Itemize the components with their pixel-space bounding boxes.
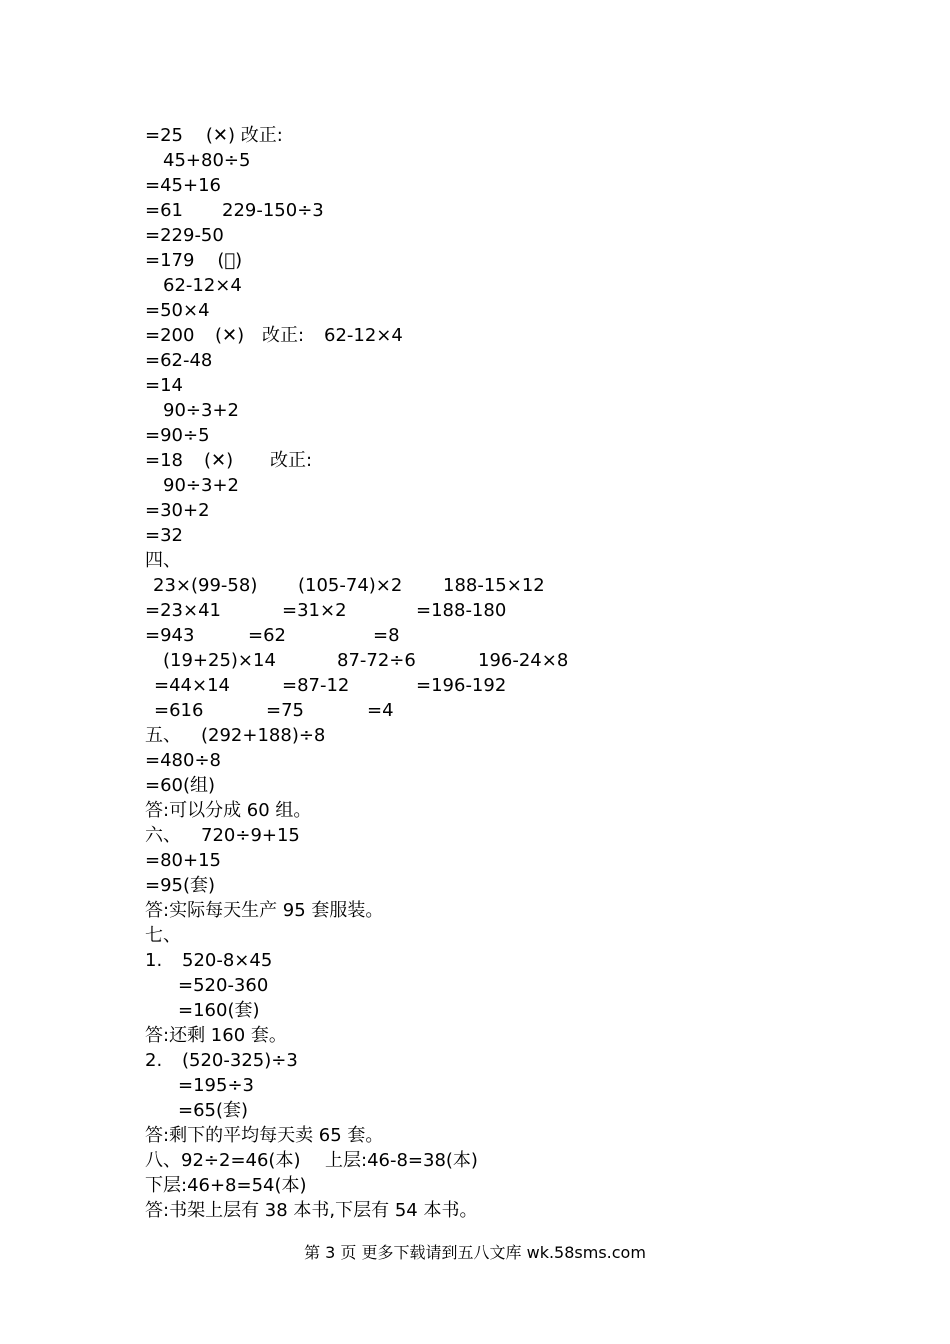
line-30 bbox=[0, 848, 221, 873]
text-segment: =4 bbox=[367, 700, 394, 721]
text-segment: =62-48 bbox=[145, 350, 213, 371]
text-segment: =14 bbox=[145, 375, 183, 396]
line-38 bbox=[0, 1048, 298, 1073]
text-segment: =80+15 bbox=[145, 850, 221, 871]
line-39 bbox=[0, 1073, 254, 1098]
text-segment: 188-15×12 bbox=[443, 575, 545, 596]
text-segment: 62-12×4 bbox=[163, 275, 242, 296]
answer-text: 答:剩下的平均每天卖 65 套。 bbox=[145, 1125, 384, 1146]
line-18 bbox=[0, 548, 181, 573]
line-11 bbox=[0, 373, 183, 398]
line-31 bbox=[0, 873, 216, 898]
text-segment: 87-72÷6 bbox=[337, 650, 416, 671]
text-segment: =25 (✕) 改正: bbox=[145, 125, 283, 146]
text-segment: =23×41 bbox=[145, 600, 221, 621]
text-segment: =616 bbox=[154, 700, 204, 721]
line-6 bbox=[0, 248, 243, 273]
text-segment: 720÷9+15 bbox=[201, 825, 300, 846]
text-segment: 改正: bbox=[262, 325, 305, 346]
text-segment: =62 bbox=[248, 625, 286, 646]
text-segment: (✕) bbox=[204, 450, 234, 471]
item-number: 2. bbox=[145, 1050, 163, 1071]
line-32 bbox=[0, 898, 384, 923]
text-segment: =943 bbox=[145, 625, 195, 646]
line-24 bbox=[0, 698, 394, 723]
text-segment: =520-360 bbox=[178, 975, 269, 996]
text-segment: =95(套) bbox=[145, 875, 216, 896]
text-segment: 520-8×45 bbox=[182, 950, 273, 971]
answer-text: 答:书架上层有 38 本书,下层有 54 本书。 bbox=[145, 1200, 478, 1221]
text-segment: =18 bbox=[145, 450, 183, 471]
text-segment: =195÷3 bbox=[178, 1075, 254, 1096]
line-25 bbox=[0, 723, 326, 748]
line-35 bbox=[0, 973, 269, 998]
line-42 bbox=[0, 1148, 478, 1173]
line-44 bbox=[0, 1198, 478, 1223]
answer-text: 答:还剩 160 套。 bbox=[145, 1025, 287, 1046]
text-segment: 上层:46-8=38(本) bbox=[325, 1150, 478, 1171]
line-37 bbox=[0, 1023, 287, 1048]
text-segment: =480÷8 bbox=[145, 750, 221, 771]
text-segment: (✕) bbox=[215, 325, 245, 346]
line-7 bbox=[0, 273, 242, 298]
text-segment: 23×(99-58) bbox=[153, 575, 258, 596]
text-segment: =87-12 bbox=[282, 675, 350, 696]
answer-text: 答:实际每天生产 95 套服装。 bbox=[145, 900, 384, 921]
line-19 bbox=[0, 573, 545, 598]
text-segment: =179 (􏰀) bbox=[145, 250, 243, 271]
line-28 bbox=[0, 798, 312, 823]
line-17 bbox=[0, 523, 183, 548]
section-heading: 四、 bbox=[145, 550, 181, 571]
item-number: 1. bbox=[145, 950, 163, 971]
line-5 bbox=[0, 223, 224, 248]
text-segment: =8 bbox=[373, 625, 400, 646]
line-29 bbox=[0, 823, 300, 848]
section-heading: 六、 bbox=[145, 825, 181, 846]
line-33 bbox=[0, 923, 181, 948]
line-12 bbox=[0, 398, 239, 423]
line-20 bbox=[0, 598, 507, 623]
line-21 bbox=[0, 623, 400, 648]
text-segment: (520-325)÷3 bbox=[182, 1050, 298, 1071]
text-segment: 90÷3+2 bbox=[163, 475, 239, 496]
text-segment: =31×2 bbox=[282, 600, 347, 621]
text-segment: =196-192 bbox=[416, 675, 507, 696]
section-heading: 七、 bbox=[145, 925, 181, 946]
line-41 bbox=[0, 1123, 384, 1148]
line-36 bbox=[0, 998, 260, 1023]
text-segment: =61 bbox=[145, 200, 183, 221]
line-23 bbox=[0, 673, 507, 698]
line-27 bbox=[0, 773, 216, 798]
section-heading: 五、 bbox=[145, 725, 181, 746]
line-9 bbox=[0, 323, 403, 348]
text-segment: 229-150÷3 bbox=[222, 200, 324, 221]
line-15 bbox=[0, 473, 239, 498]
page-footer: 第 3 页 更多下载请到五八文库 wk.58sms.com bbox=[304, 1243, 646, 1262]
text-segment: =188-180 bbox=[416, 600, 507, 621]
text-segment: 90÷3+2 bbox=[163, 400, 239, 421]
line-43 bbox=[0, 1173, 307, 1198]
text-segment: =45+16 bbox=[145, 175, 221, 196]
line-40 bbox=[0, 1098, 249, 1123]
line-4 bbox=[0, 198, 324, 223]
text-segment: 196-24×8 bbox=[478, 650, 569, 671]
text-segment: 62-12×4 bbox=[324, 325, 403, 346]
text-segment: =160(套) bbox=[178, 1000, 260, 1021]
line-3 bbox=[0, 173, 221, 198]
line-10 bbox=[0, 348, 213, 373]
text-segment: =44×14 bbox=[154, 675, 230, 696]
text-segment: =60(组) bbox=[145, 775, 216, 796]
text-segment: =229-50 bbox=[145, 225, 224, 246]
text-segment: (105-74)×2 bbox=[298, 575, 403, 596]
text-segment: =200 bbox=[145, 325, 195, 346]
line-34 bbox=[0, 948, 273, 973]
text-segment: =32 bbox=[145, 525, 183, 546]
text-segment: =50×4 bbox=[145, 300, 210, 321]
text-segment: 下层:46+8=54(本) bbox=[145, 1175, 307, 1196]
line-16 bbox=[0, 498, 210, 523]
line-14 bbox=[0, 448, 313, 473]
text-segment: =65(套) bbox=[178, 1100, 249, 1121]
line-22 bbox=[0, 648, 569, 673]
text-segment: 八、92÷2=46(本) bbox=[145, 1150, 301, 1171]
answer-text: 答:可以分成 60 组。 bbox=[145, 800, 312, 821]
line-8 bbox=[0, 298, 210, 323]
text-segment: =90÷5 bbox=[145, 425, 210, 446]
line-2 bbox=[0, 148, 251, 173]
line-26 bbox=[0, 748, 221, 773]
text-segment: =30+2 bbox=[145, 500, 210, 521]
text-segment: (292+188)÷8 bbox=[201, 725, 326, 746]
text-segment: 改正: bbox=[270, 450, 313, 471]
line-1 bbox=[0, 123, 283, 148]
text-segment: 45+80÷5 bbox=[163, 150, 251, 171]
line-13 bbox=[0, 423, 210, 448]
text-segment: =75 bbox=[266, 700, 304, 721]
text-segment: (19+25)×14 bbox=[163, 650, 276, 671]
